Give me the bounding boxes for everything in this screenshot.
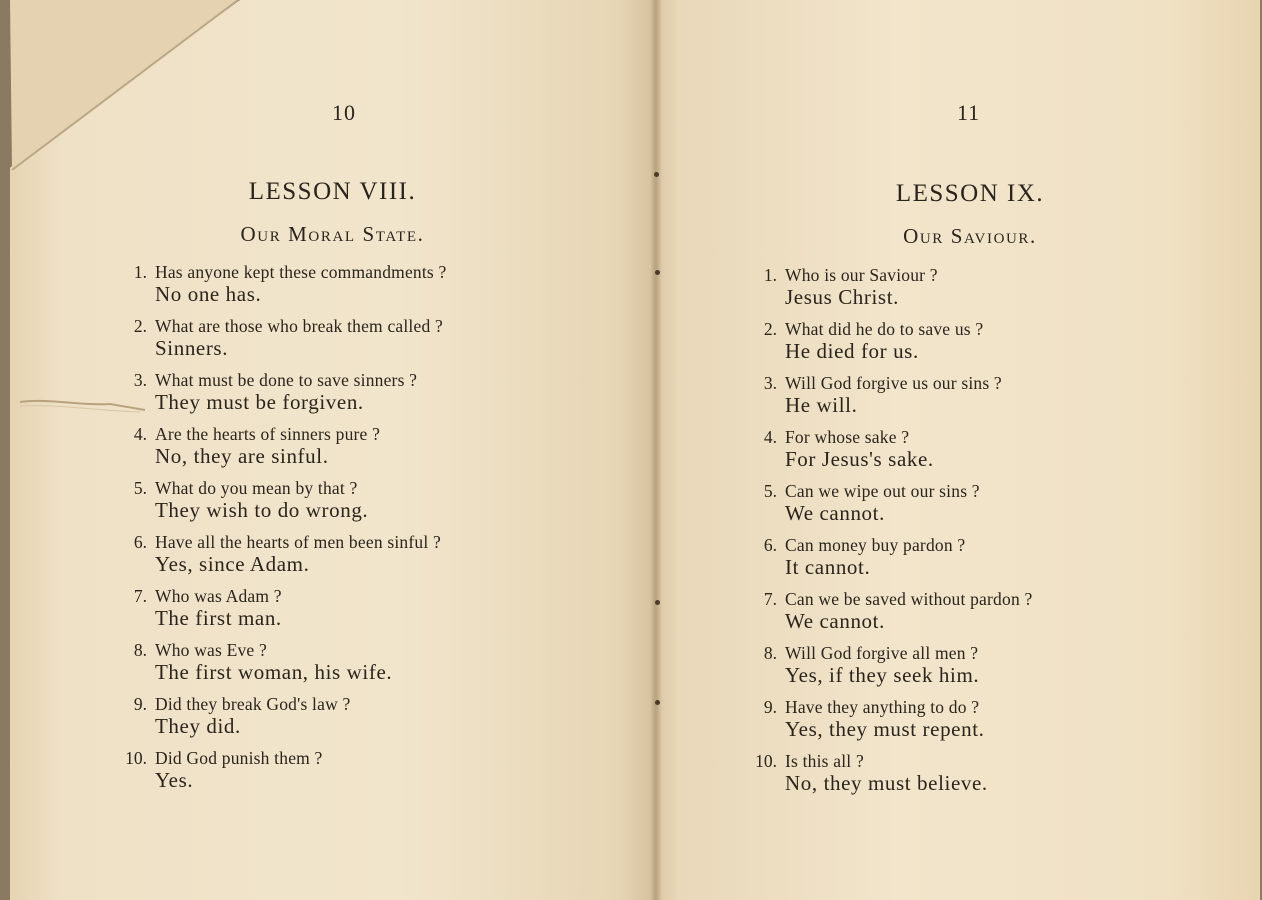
qa-number: 1. bbox=[763, 265, 777, 285]
qa-answer: They wish to do wrong. bbox=[155, 498, 369, 522]
qa-question: What do you mean by that ? bbox=[155, 478, 358, 498]
qa-question: Who is our Saviour ? bbox=[785, 265, 938, 285]
qa-question: Who was Adam ? bbox=[155, 586, 282, 606]
qa-question: Have they anything to do ? bbox=[785, 697, 980, 717]
qa-number: 10. bbox=[125, 748, 147, 768]
qa-answer: Jesus Christ. bbox=[785, 285, 899, 309]
qa-question: Are the hearts of sinners pure ? bbox=[155, 424, 381, 444]
left-lesson-title: LESSON VIII. bbox=[248, 178, 417, 205]
qa-answer: For Jesus's sake. bbox=[785, 447, 934, 471]
qa-answer: It cannot. bbox=[785, 555, 871, 579]
book-gutter bbox=[650, 0, 662, 900]
qa-number: 8. bbox=[763, 643, 777, 663]
qa-question: Is this all ? bbox=[785, 751, 864, 771]
binding-stitch bbox=[654, 172, 659, 177]
qa-number: 6. bbox=[763, 535, 777, 555]
qa-question: Have all the hearts of men been sinful ? bbox=[155, 532, 441, 552]
qa-number: 7. bbox=[133, 586, 147, 606]
qa-number: 2. bbox=[763, 319, 777, 339]
qa-answer: They did. bbox=[155, 714, 241, 738]
qa-number: 7. bbox=[763, 589, 777, 609]
left-page-number: 10 bbox=[332, 100, 356, 125]
qa-number: 5. bbox=[133, 478, 147, 498]
left-lesson-subtitle: Our Moral State. bbox=[240, 222, 425, 246]
qa-answer: The first man. bbox=[155, 606, 282, 630]
qa-number: 9. bbox=[763, 697, 777, 717]
qa-answer: Sinners. bbox=[155, 336, 229, 360]
qa-question: Can money buy pardon ? bbox=[785, 535, 966, 555]
qa-question: Will God forgive all men ? bbox=[785, 643, 979, 663]
qa-answer: We cannot. bbox=[785, 609, 885, 633]
qa-question: Did God punish them ? bbox=[155, 748, 323, 768]
qa-question: Did they break God's law ? bbox=[155, 694, 351, 714]
qa-question: What must be done to save sinners ? bbox=[155, 370, 418, 390]
right-lesson-title: LESSON IX. bbox=[895, 180, 1045, 207]
qa-answer: The first woman, his wife. bbox=[155, 660, 393, 684]
qa-number: 4. bbox=[133, 424, 147, 444]
qa-question: What are those who break them called ? bbox=[155, 316, 443, 336]
qa-number: 9. bbox=[133, 694, 147, 714]
qa-answer: Yes, they must repent. bbox=[785, 717, 985, 741]
binding-stitch bbox=[655, 270, 660, 275]
qa-number: 8. bbox=[133, 640, 147, 660]
qa-number: 10. bbox=[755, 751, 777, 771]
qa-answer: No, they are sinful. bbox=[155, 444, 329, 468]
qa-question: What did he do to save us ? bbox=[785, 319, 984, 339]
qa-number: 3. bbox=[133, 370, 147, 390]
folded-corner bbox=[0, 0, 240, 175]
qa-question: For whose sake ? bbox=[785, 427, 910, 447]
qa-answer: He died for us. bbox=[785, 339, 919, 363]
right-page bbox=[655, 0, 1260, 900]
qa-answer: Yes, since Adam. bbox=[155, 552, 310, 576]
qa-answer: He will. bbox=[785, 393, 858, 417]
qa-question: Can we be saved without pardon ? bbox=[785, 589, 1033, 609]
qa-answer: We cannot. bbox=[785, 501, 885, 525]
right-lesson-subtitle: Our Saviour. bbox=[903, 224, 1037, 248]
qa-answer: No one has. bbox=[155, 282, 262, 306]
qa-number: 3. bbox=[763, 373, 777, 393]
qa-number: 4. bbox=[763, 427, 777, 447]
qa-number: 6. bbox=[133, 532, 147, 552]
qa-answer: No, they must believe. bbox=[785, 771, 988, 795]
qa-answer: They must be forgiven. bbox=[155, 390, 364, 414]
qa-number: 5. bbox=[763, 481, 777, 501]
qa-number: 1. bbox=[133, 262, 147, 282]
binding-stitch bbox=[655, 700, 660, 705]
qa-number: 2. bbox=[133, 316, 147, 336]
qa-question: Who was Eve ? bbox=[155, 640, 267, 660]
qa-question: Can we wipe out our sins ? bbox=[785, 481, 980, 501]
qa-question: Has anyone kept these commandments ? bbox=[155, 262, 447, 282]
binding-stitch bbox=[655, 600, 660, 605]
qa-question: Will God forgive us our sins ? bbox=[785, 373, 1002, 393]
qa-answer: Yes. bbox=[155, 768, 194, 792]
paper-crease bbox=[20, 392, 150, 418]
qa-answer: Yes, if they seek him. bbox=[785, 663, 980, 687]
right-page-number: 11 bbox=[957, 100, 981, 125]
